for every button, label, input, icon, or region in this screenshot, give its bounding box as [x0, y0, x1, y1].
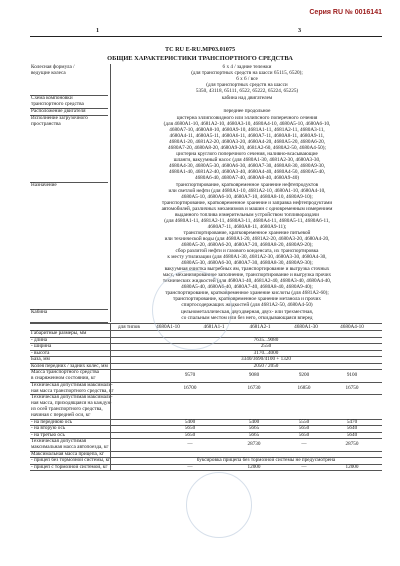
value-line: 4680А7-20, 4680А8-20, 4680А9-20, 4681А2-60, 4680А2-50, 4680А4-50); — [168, 145, 326, 151]
row-value — [112, 182, 382, 308]
row-label — [31, 64, 109, 76]
table-row-label: Техническая допустимая максималь- — [31, 381, 113, 388]
table-value: 5400 — [248, 418, 260, 425]
value-line: 4680А5-40, 4680А6-40, 4680А7-40, 4680А8-40, 4680А9-40); — [181, 284, 313, 290]
value-line: 5350, 43118, 65111, 6522, 65222, 65224, 65225) — [195, 88, 299, 94]
table-value: 9080 — [248, 372, 260, 379]
table-row-label: - на переднюю ось — [31, 418, 73, 425]
value-line: 6 х 4 / задние тележки — [222, 64, 272, 70]
page-number-left: 1 — [96, 27, 100, 34]
table-value: — — [301, 441, 307, 448]
value-line: 4680А4-30, 4680А5-30, 4680А6-30, 4680А7-30, 4680А8-30, 4680А9-30, — [168, 163, 326, 169]
value-line: автомобилей, различных механизмов и машин с одновременным измерением — [161, 206, 333, 212]
table-row-label: максимальная масса автопоезда, кг — [31, 444, 109, 451]
value-line: со спальным местом или без него, откидывающаяся вперед — [181, 315, 313, 321]
column-header: 4680А4-10 — [340, 323, 364, 330]
page-number-right: 3 — [298, 27, 302, 34]
table-value: — — [187, 463, 193, 470]
label-line: Расположение двигателя — [31, 108, 86, 114]
table-value: 5470 — [346, 418, 358, 425]
value-line: 4680А7-10, 4680А8-10, 4680А9-10, 4681А1-11, 4681А2-11, 4680А3-11, — [169, 127, 325, 133]
value-line: технических жидкостей (для 4680А1-40, 4681А2-40, 4680А3-40, 4680А4-40, — [162, 278, 332, 284]
table-value: — — [301, 463, 307, 470]
table-row-label: Максимальная масса прицепа, кг — [31, 450, 105, 457]
table-row-label: Габаритные размеры, мм — [31, 330, 87, 337]
row-value — [112, 95, 382, 101]
value-line: 4680А1-20, 4681А2-20, 4680А3-20, 4680А4-20, 4680А5-20, 4680А6-20, — [168, 139, 326, 145]
label-line: Схема компоновки — [31, 95, 73, 101]
row-value — [112, 64, 382, 94]
value-line: (для транспортных средств на шасси 65115, 6520); — [191, 70, 303, 76]
value-line: спиртосодержащих жидкостей (для 4681А2-50, 4680А4-50) — [181, 302, 313, 308]
table-value: 3170...4000 — [253, 349, 279, 356]
value-line: 4680А5-20, 4680А6-20, 4680А7-20, 4680А8-20, 4680А9-20); — [181, 242, 313, 248]
row-label — [31, 115, 109, 127]
type-label: для типов — [118, 323, 140, 330]
value-line: выданного топлива измерительным устройством топливораздачи — [174, 212, 320, 218]
column-header: 4680А1-10 — [156, 323, 180, 330]
table-value: 12000 — [247, 463, 261, 470]
stamp-seal — [186, 472, 252, 538]
value-line: транспортирование, кратковременное хранение нефтепродуктов — [175, 182, 319, 188]
value-line: цистерна круглого поперечного сечения, наливно-всасывающие — [176, 151, 318, 157]
value-line: транспортирование, кратковременное хранение кислоты (для 4681А2-60); — [165, 290, 329, 296]
column-divider — [110, 323, 111, 470]
table-bottom-rule — [30, 470, 382, 471]
table-value: 5400 — [184, 418, 196, 425]
table-value: 5650 — [298, 431, 310, 438]
column-header: 4680А1-30 — [294, 323, 318, 330]
column-header: 4681А1-1 — [203, 323, 225, 330]
table-value: 2550 — [260, 343, 272, 350]
value-line: 6 х 6 / все — [236, 76, 258, 82]
value-line: переднее продольное — [223, 108, 271, 114]
value-line: (для транспортных средств на шасси — [206, 82, 288, 88]
table-row-label: Масса транспортного средства — [31, 369, 99, 376]
table-value: 9200 — [298, 372, 310, 379]
value-line: сбор разлитой нефти и газового конденсата, их транспортировка — [175, 248, 319, 254]
table-value: 12000 — [345, 463, 359, 470]
value-line: или технической воды (для 4680А1-20, 4681А2-20, 4680А3-20, 4680А4-20, — [164, 236, 330, 242]
label-line: Колесная формула / — [31, 64, 75, 70]
table-row-label: Колея передних / задних колес, мм — [31, 362, 108, 369]
row-value — [112, 115, 382, 181]
document-reference: TC RU E-RU.МР03.01075 — [164, 46, 236, 53]
value-line: транспортирование, кратковременное хранение питьевой — [183, 230, 311, 236]
value-line: (для 4680А1-11, 4681А2-11, 4680А3-11, 4680А4-11, 4680А5-11, 4680А6-11, — [164, 218, 330, 224]
table-row-label: - высота — [31, 349, 50, 356]
table-value: 7635...9080 — [253, 336, 279, 343]
table-value: 5650 — [184, 431, 196, 438]
table-row-label: ная масса, приходящаяся на каждую — [31, 400, 112, 407]
row-value — [112, 108, 382, 114]
label-line: ведущие колеса — [31, 70, 66, 76]
value-line: транспортирование, кратковременное хранение метанола и прочих — [172, 296, 321, 302]
table-row-label: - на вторую ось — [31, 425, 66, 432]
table-value: 9100 — [346, 372, 358, 379]
table-value: 28750 — [345, 441, 359, 448]
column-header: 4681А2-1 — [249, 323, 271, 330]
table-row-label: Техническая допустимая максималь- — [31, 394, 113, 401]
table-value: 5640 — [346, 431, 358, 438]
label-line: пространства — [31, 121, 61, 127]
value-line: 4680А5-10, 4680А6-10, 4680А7-10, 4680А8-10, 4680А9-10); — [181, 194, 313, 200]
table-value: 5665 — [248, 431, 260, 438]
page-title: ОБЩИЕ ХАРАКТЕРИСТИКИ ТРАНСПОРТНОГО СРЕДСТВА — [107, 55, 293, 62]
label-line: Исполнение загрузочного — [31, 115, 88, 121]
value-line: или светлой нефти (для 4680А1-10, 4681А2-10, 4680А1-10, 4680А4-10, — [168, 188, 326, 194]
table-row-label: - на третью ось — [31, 431, 65, 438]
header-rule — [30, 36, 382, 37]
value-line: транспортирование, кратковременное хранение и заправка нефтепродуктами — [161, 200, 333, 206]
table-value: 16750 — [345, 384, 359, 391]
value-line: масс, механизированное заполнение, транспортирование и выгрузка прочих — [162, 272, 332, 278]
table-value: буксировка прицепа без тормозной системы не предусмотрена — [196, 457, 336, 464]
table-value: 2050 / 2050 — [253, 362, 279, 369]
table-value: 9570 — [184, 372, 196, 379]
value-line: цистерна эллипсовидного или эллипсного поперечного сечения — [176, 115, 318, 121]
value-line: (для 4680А1-10, 4681А2-10, 4680А3-10, 4680А4-10, 4680А5-10, 4680А6-10, — [163, 121, 331, 127]
table-value: 16850 — [297, 384, 311, 391]
table-row-label: Техническая допустимая — [31, 438, 87, 445]
table-row-label: - прицеп без тормозной системы, кг — [31, 457, 111, 464]
value-line: 4680А1-40, 4681А2-40, 4680А3-40, 4680А4-40, 4680А4-50, 4680А5-40, — [168, 169, 326, 175]
stamp-seal — [152, 270, 232, 350]
table-row-label: из осей транспортного средства, — [31, 406, 103, 413]
table-value: 5650 — [184, 425, 196, 432]
value-line: к месту утилизации (для 4680А1-30, 4681А2-30, 4680А3-30, 4680А4-30, — [167, 254, 327, 260]
table-value: 5550 — [298, 418, 310, 425]
value-line: 4680А6-40, 4680А7-40, 4680А8-40, 4680А9-40) — [194, 175, 300, 181]
table-row-label: База, мм — [31, 356, 50, 363]
row-label — [31, 108, 109, 114]
table-row-label: в снаряженном состоянии, кг — [31, 375, 96, 382]
table-value: 16730 — [247, 384, 261, 391]
label-line: транспортного средства — [31, 101, 84, 107]
value-line: 4680А7-11, 4680А8-11, 4680А9-11); — [207, 224, 287, 230]
table-row-label: начиная с передней оси, кг — [31, 412, 91, 419]
table-row-label: - длина — [31, 336, 48, 343]
table-value: 16700 — [183, 384, 197, 391]
table-value: 5650 — [298, 425, 310, 432]
label-line: Назначение — [31, 182, 57, 188]
table-value: 3340/3690/4100 + 1320 — [241, 356, 291, 363]
row-label — [31, 95, 109, 107]
table-row-label: - прицеп с тормозной системой, кг — [31, 463, 108, 470]
table-value: 5665 — [248, 425, 260, 432]
series-number: Серия RU № 0016141 — [309, 9, 382, 16]
value-line: цельнометаллическая, двухдверная, двух- или трехместная, — [180, 309, 314, 315]
value-line: 4680А4-11, 4680А5-11, 4680А6-11, 4680А7-11, 4680А8-11, 4680А9-11, — [169, 133, 325, 139]
label-line: Кабина — [31, 309, 48, 315]
table-row-label: - ширина — [31, 343, 52, 350]
value-line: шланги, вакуумный насос (для 4680А1-30, 4681А2-30, 4680А3-30, — [173, 157, 321, 163]
value-line: кабина над двигателем — [221, 95, 273, 101]
row-label — [31, 182, 109, 188]
table-value: 28730 — [247, 441, 261, 448]
value-line: 4680А5-30, 4680А6-30, 4680А7-30, 4680А8-30, 4680А9-30); — [181, 260, 313, 266]
value-line: вакуумная очистка выгребных ям, транспортирование и выгрузка сточных — [164, 266, 330, 272]
table-row-label: ная масса транспортного средства, кг — [31, 387, 114, 394]
row-label — [31, 309, 109, 315]
table-value: — — [187, 441, 193, 448]
table-value: 5640 — [346, 425, 358, 432]
column-divider — [110, 64, 111, 322]
